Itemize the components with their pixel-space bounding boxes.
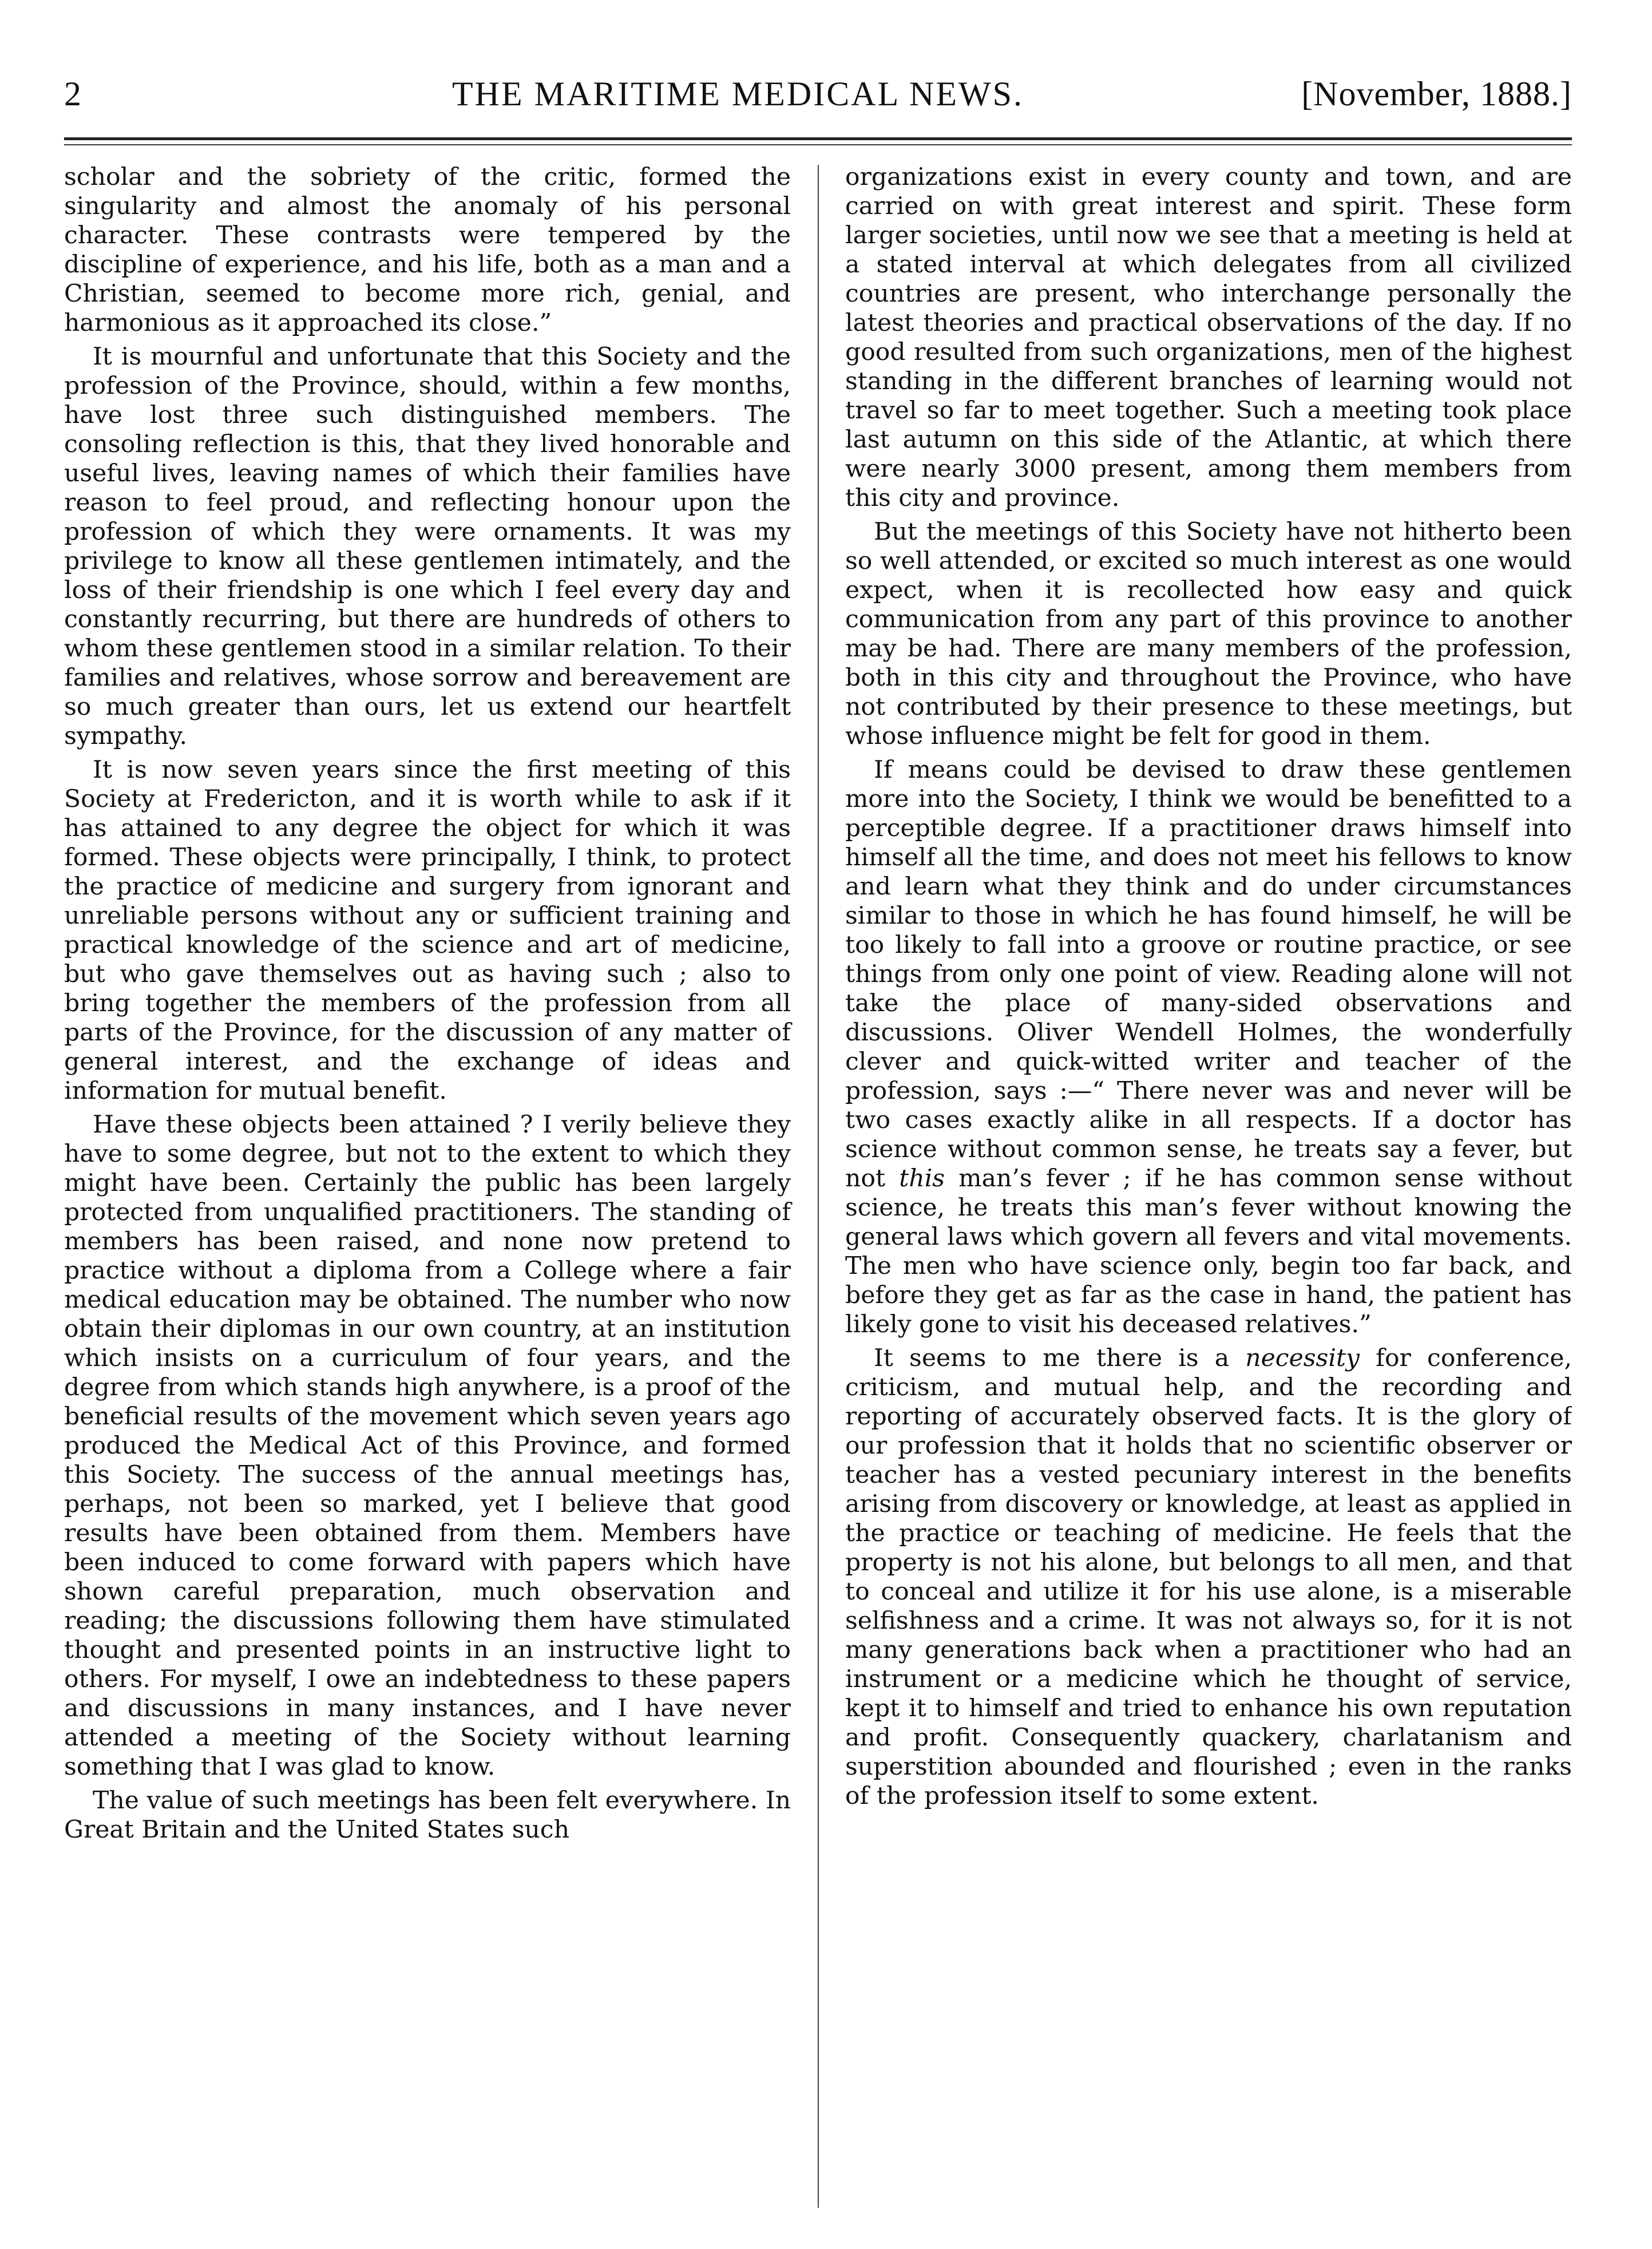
issue-date: [November, 1888.] xyxy=(1301,75,1572,113)
paragraph: It is mournful and unfortunate that this Society and the profession of the Province, should, within a few months, have lost three such distinguished members. The consoling reflection is this, that they lived honorable and useful lives, leaving names of which their families have reason to feel proud, and reflecting honour upon the profession of which they were ornaments. It was my privilege to know all these gentlemen intimately, and the loss of their friendship is one which I feel every day and constantly recurring, but there are hundreds of others to whom these gentlemen stood in a similar relation. To their families and relatives, whose sorrow and bereavement are so much greater than ours, let us extend our heartfelt sympathy. xyxy=(64,343,791,750)
column-divider xyxy=(818,165,819,2208)
text-run: man’s fever ; if he has common sense without science, he treats this man’s fever without knowing the general laws which govern all fevers and vital movements. The men who have science only, begin too far back, and before they get as far as the case in hand, the patient has likely gone to visit his deceased relatives.” xyxy=(845,1165,1572,1339)
journal-title: THE MARITIME MEDICAL NEWS. xyxy=(451,75,1024,113)
paragraph: scholar and the sobriety of the critic, formed the singularity and almost the anomaly of his personal character. These contrasts were tempered by the discipline of experience, and his life, both as a man and a Christian, seemed to become more rich, genial, and harmonious as it approached its close.” xyxy=(64,163,791,337)
text-run: for conference, criticism, and mutual help, and the recording and reporting of accurately observed facts. It is the glory of our profession that it holds that no scientific observer or teacher has a vested pecuniary interest in the benefits arising from discovery or knowledge, at least as applied in the practice or teaching of medicine. He feels that the property is not his alone, but belongs to all men, and that to conceal and utilize it for his use alone, is a miserable selfishness and a crime. It was not always so, for it is not many generations back when a practitioner who had an instrument or a medicine which he thought of service, kept it to himself and tried to enhance his own reputation and profit. Consequently quackery, charlatanism and superstition abounded and flourished ; even in the ranks of the profession itself to some extent. xyxy=(845,1344,1572,1810)
paragraph: Have these objects been attained ? I verily believe they have to some degree, but not to the extent to which they might have been. Certainly the public has been largely protected from unqualified practitioners. The standing of members has been raised, and none now pretend to practice without a diploma from a College where a fair medical education may be obtained. The number who now obtain their diplomas in our own country, at an institution which insists on a curriculum of four years, and the degree from which stands high anywhere, is a proof of the beneficial results of the movement which seven years ago produced the Medical Act of this Province, and formed this Society. The success of the annual meetings has, perhaps, not been so marked, yet I believe that good results have been obtained from them. Members have been induced to come forward with papers which have shown careful preparation, much observation and reading; the discussions following them have stimulated thought and presented points in an instructive light to others. For myself, I owe an indebtedness to these papers and discussions in many instances, and I have never attended a meeting of the Society without learning something that I was glad to know. xyxy=(64,1111,791,1781)
emphasis-text: necessity xyxy=(1245,1344,1360,1372)
article-body xyxy=(64,163,1572,2228)
paragraph: organizations exist in every county and town, and are carried on with great interest and spirit. These form larger societies, until now we see that a meeting is held at a stated interval at which delegates from all civilized countries are present, who interchange personally the latest theories and practical observations of the day. If no good resulted from such organizations, men of the highest standing in the different branches of learning would not travel so far to meet together. Such a meeting took place last autumn on this side of the Atlantic, at which there were nearly 3000 present, among them members from this city and province. xyxy=(845,163,1572,512)
page-number: 2 xyxy=(64,75,82,113)
running-header xyxy=(64,74,1572,114)
text-run: It seems to me there is a xyxy=(874,1344,1246,1372)
paragraph xyxy=(845,1344,1572,1811)
paragraph xyxy=(845,755,1572,1339)
header-rule-thick xyxy=(64,137,1572,140)
paragraph: It is now seven years since the first meeting of this Society at Fredericton, and it is worth while to ask if it has attained to any degree the object for which it was formed. These objects were principally, I think, to protect the practice of medicine and surgery from ignorant and unreliable persons without any or sufficient training and practical knowledge of the science and art of medicine, but who gave themselves out as having such ; also to bring together the members of the profession from all parts of the Province, for the discussion of any matter of general interest, and the exchange of ideas and information for mutual benefit. xyxy=(64,756,791,1105)
emphasis-text: this xyxy=(899,1165,945,1193)
paragraph: But the meetings of this Society have not hitherto been so well attended, or excited so much interest as one would expect, when it is recollected how easy and quick communication from any part of this province to another may be had. There are many members of the profession, both in this city and throughout the Province, who have not contributed by their presence to these meetings, but whose influence might be felt for good in them. xyxy=(845,518,1572,750)
header-rule-thin xyxy=(64,144,1572,145)
right-column xyxy=(841,163,1572,2228)
text-run: If means could be devised to draw these gentlemen more into the Society, I think we would be benefitted to a perceptible degree. If a practitioner draws himself into himself all the time, and does not meet his fellows to know and learn what they think and do under circumstances similar to those in which he has found himself, he will be too likely to fall into a groove or routine practice, or see things from only one point of view. Reading alone will not take the place of many-sided observations and discussions. Oliver Wendell Holmes, the wonderfully clever and quick-witted writer and teacher of the profession, says :—“ There never was and never will be two cases exactly alike in all respects. If a doctor has science without common sense, he treats say a fever, but not xyxy=(845,756,1572,1193)
left-column xyxy=(64,163,795,2228)
paragraph: The value of such meetings has been felt everywhere. In Great Britain and the United States such xyxy=(64,1787,791,1844)
